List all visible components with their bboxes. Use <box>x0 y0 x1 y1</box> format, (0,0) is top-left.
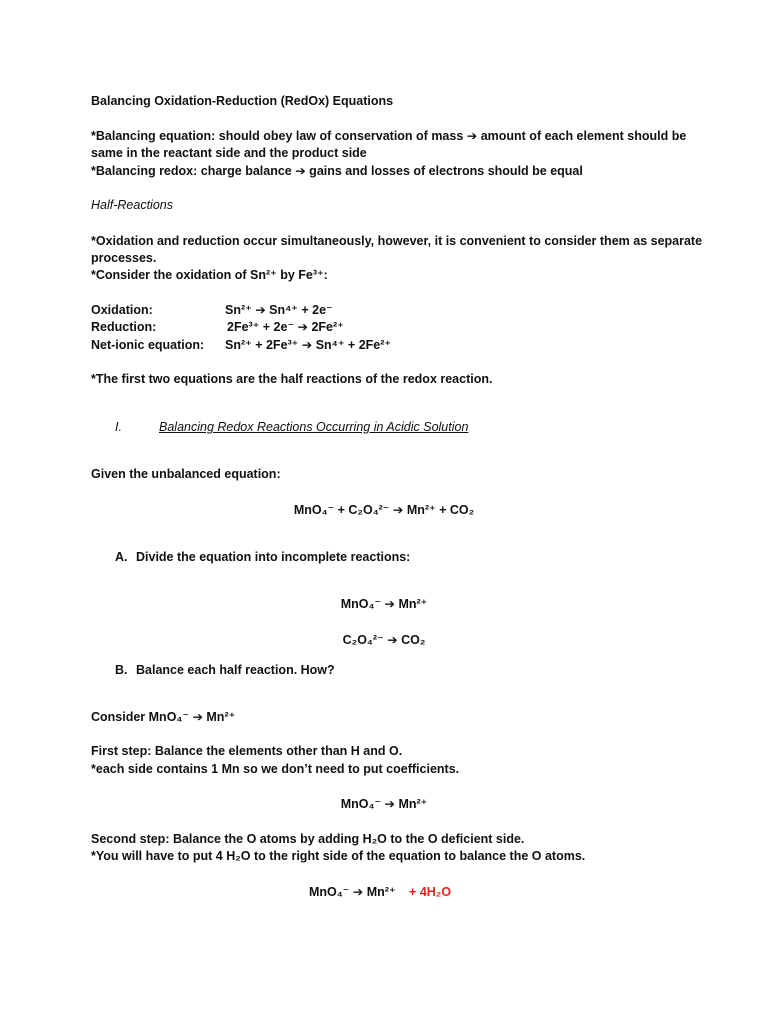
step-a-letter: A. <box>115 550 128 564</box>
second-step-line-1: Second step: Balance the O atoms by adding H₂O to the O deficient side. <box>91 832 525 846</box>
oxidation-equation: Sn²⁺ ➔ Sn⁴⁺ + 2e⁻ <box>225 303 333 317</box>
second-step-equation <box>309 884 451 900</box>
intro-line-1: *Balancing equation: should obey law of conservation of mass ➔ amount of each element should be <box>91 129 687 143</box>
first-step-equation: MnO₄⁻ ➔ Mn²⁺ <box>340 797 428 811</box>
step-b-text: Balance each half reaction. How? <box>136 663 335 677</box>
first-step-line-2: *each side contains 1 Mn so we don’t need to put coefficients. <box>91 762 460 776</box>
section-numeral: I. <box>115 420 122 434</box>
second-step-line-2: *You will have to put 4 H₂O to the right side of the equation to balance the O atoms. <box>91 849 586 863</box>
half-text-line-1: *Oxidation and reduction occur simultaneously, however, it is convenient to consider them as separate <box>91 234 703 248</box>
document-title: Balancing Oxidation-Reduction (RedOx) Equations <box>91 94 394 108</box>
intro-line-2: same in the reactant side and the product side <box>91 146 367 160</box>
oxidation-label: Oxidation: <box>91 303 153 317</box>
half-text-line-3: *Consider the oxidation of Sn²⁺ by Fe³⁺: <box>91 268 328 282</box>
second-step-equation-base: MnO₄⁻ ➔ Mn²⁺ <box>309 885 396 899</box>
step-a-text: Divide the equation into incomplete reactions: <box>136 550 411 564</box>
given-equation: MnO₄⁻ + C₂O₄²⁻ ➔ Mn²⁺ + CO₂ <box>293 503 475 517</box>
step-a-equation-2: C₂O₄²⁻ ➔ CO₂ <box>342 633 426 647</box>
half-reactions-heading: Half-Reactions <box>91 198 173 212</box>
second-step-added-water: + 4H₂O <box>409 885 452 899</box>
step-a-equation-1: MnO₄⁻ ➔ Mn²⁺ <box>340 597 428 611</box>
half-text-line-2: processes. <box>91 251 157 265</box>
half-note: *The first two equations are the half reactions of the redox reaction. <box>91 372 493 386</box>
step-b-letter: B. <box>115 663 128 677</box>
given-label: Given the unbalanced equation: <box>91 467 281 481</box>
first-step-line-1: First step: Balance the elements other than H and O. <box>91 744 403 758</box>
reduction-label: Reduction: <box>91 320 157 334</box>
reduction-equation: 2Fe³⁺ + 2e⁻ ➔ 2Fe²⁺ <box>227 320 344 334</box>
intro-line-3: *Balancing redox: charge balance ➔ gains and losses of electrons should be equal <box>91 164 583 178</box>
section-title: Balancing Redox Reactions Occurring in Acidic Solution <box>159 420 469 434</box>
net-ionic-equation: Sn²⁺ + 2Fe³⁺ ➔ Sn⁴⁺ + 2Fe²⁺ <box>225 338 391 352</box>
net-ionic-label: Net-ionic equation: <box>91 338 205 352</box>
consider-line: Consider MnO₄⁻ ➔ Mn²⁺ <box>91 710 236 724</box>
